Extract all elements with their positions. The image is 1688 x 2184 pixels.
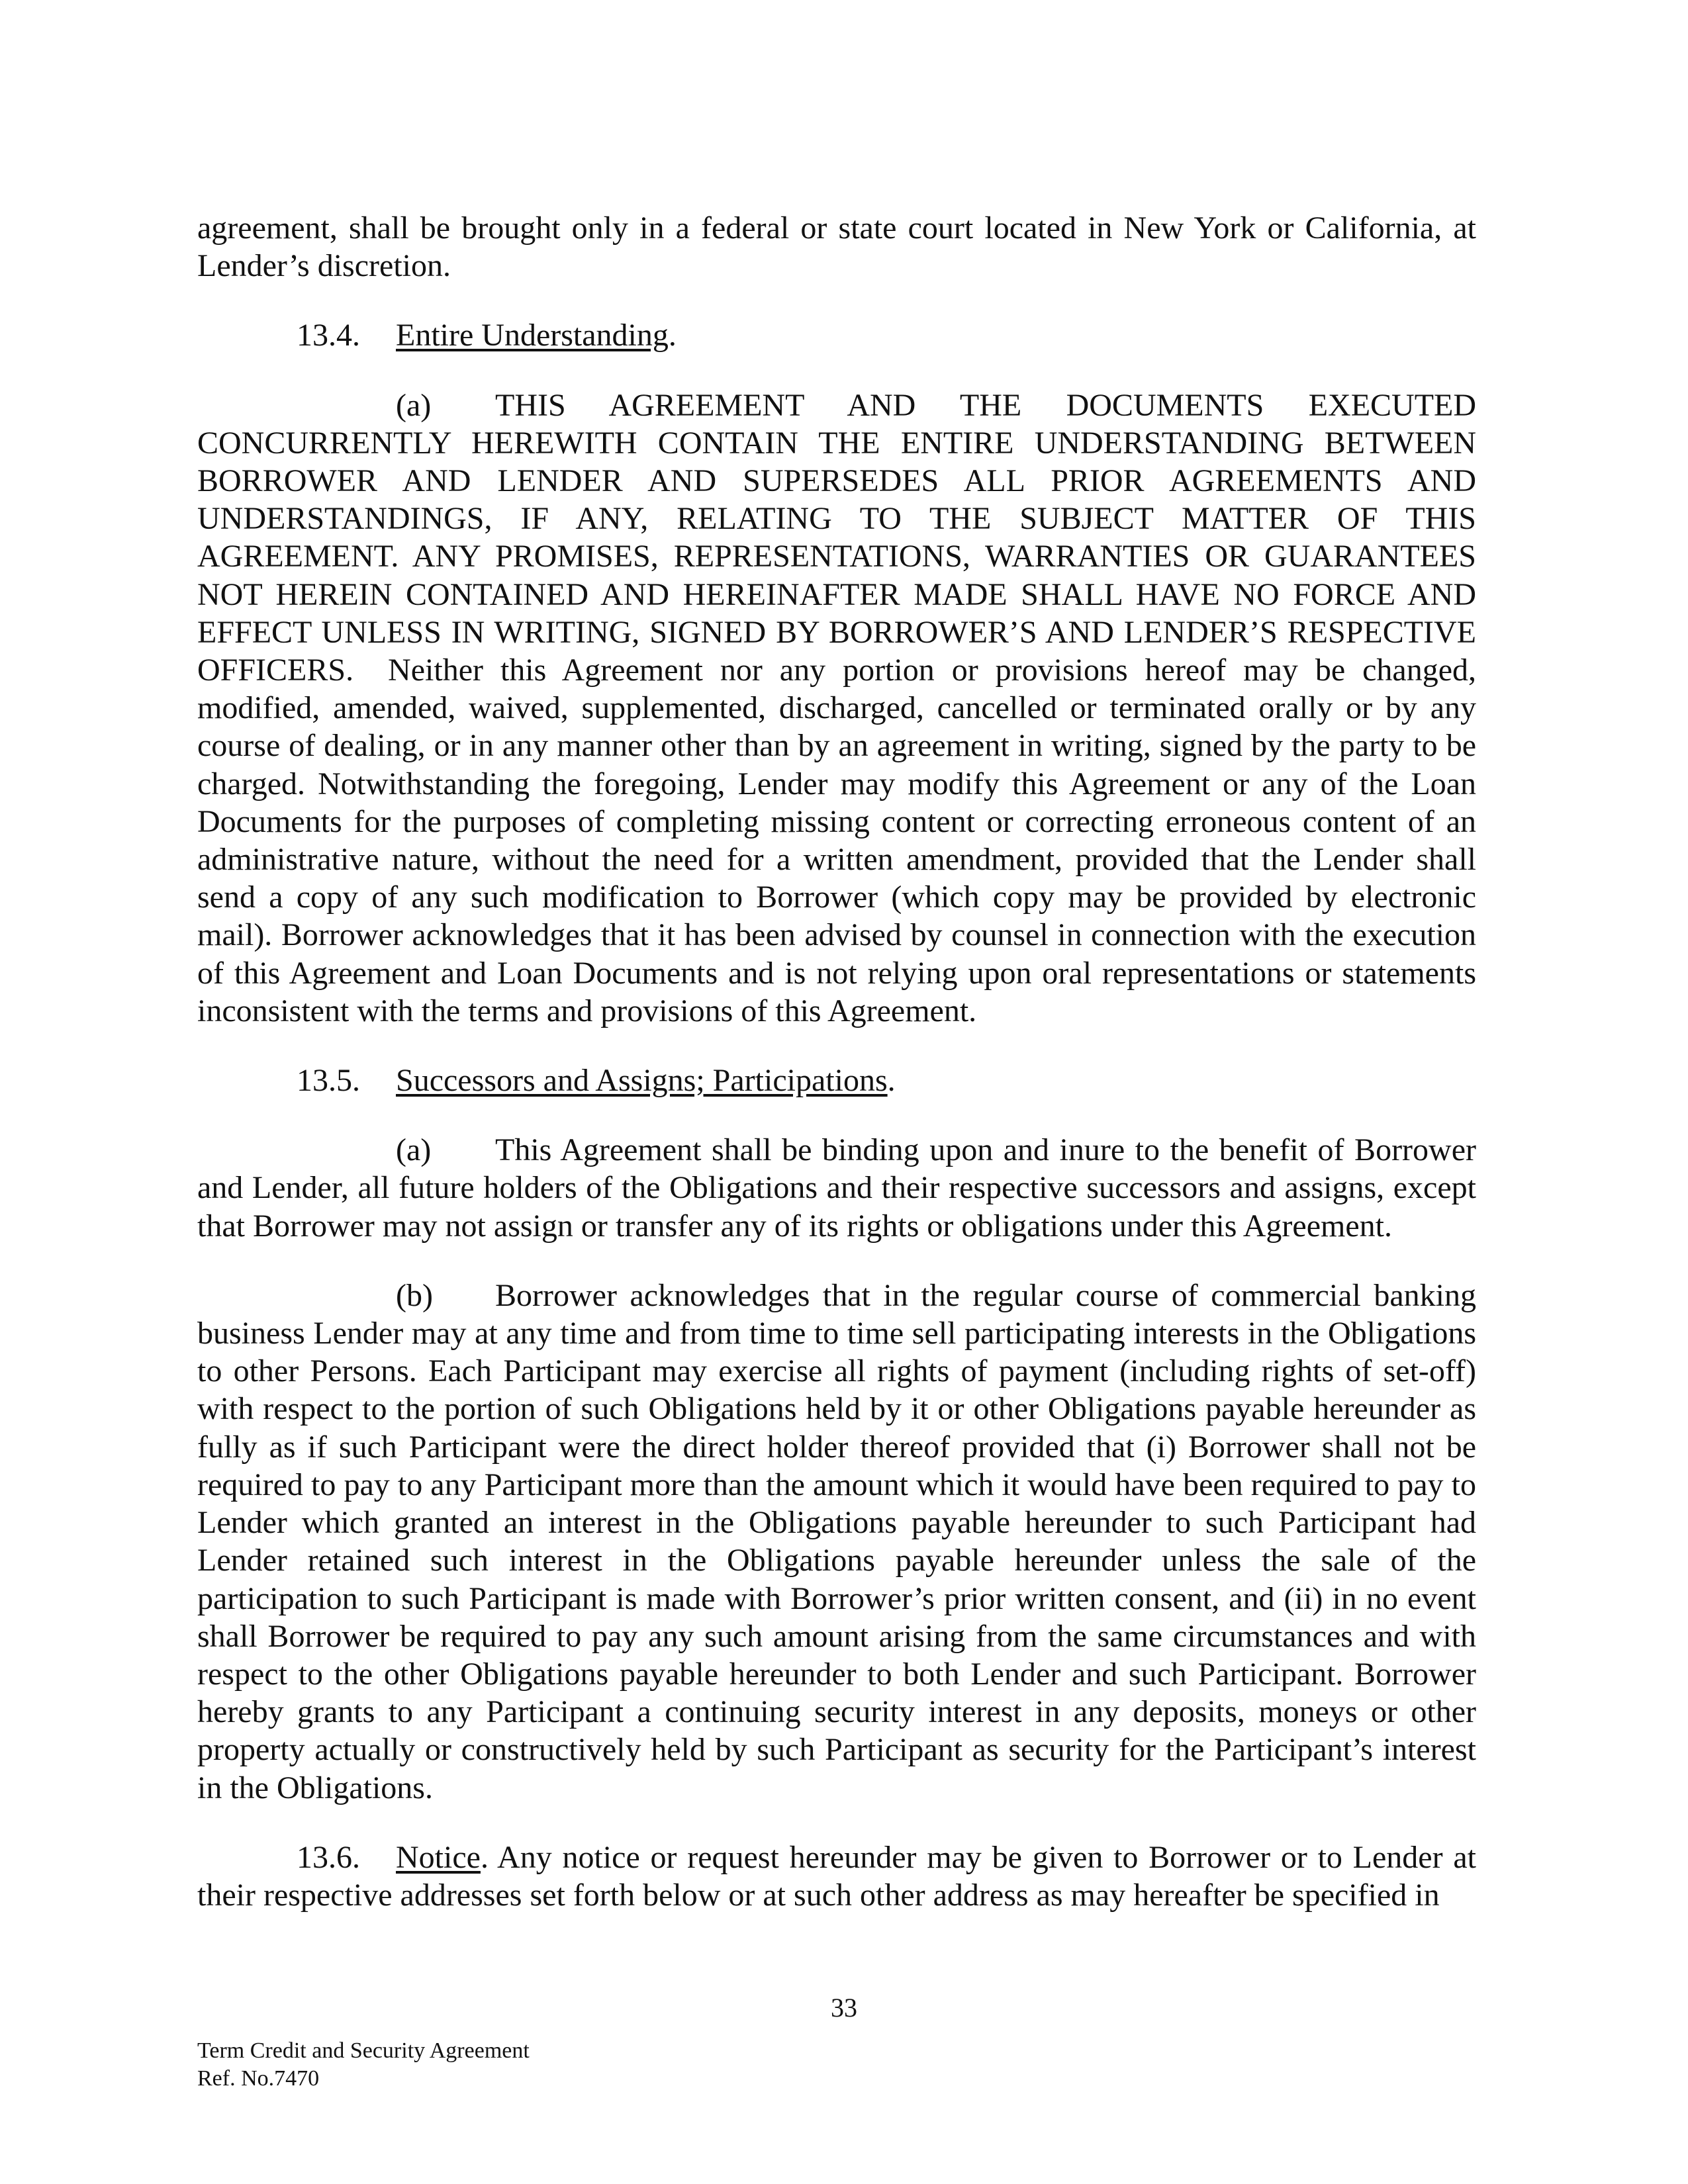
section-number: 13.6. (297, 1839, 360, 1875)
subsection-text: This Agreement shall be binding upon and inure to the benefit of Borrower and Lender, all future holders of the Obligations and their respective successors and assigns, except that Borrower may not assign or transfer any of its rights or obligations under this Agreement. (197, 1132, 1476, 1244)
subsection-text: Neither this Agreement nor any portion or provisions hereof may be changed, modified, amended, waived, supplemented, discharged, cancelled or terminated orally or by any course of dealing, or in any manner other than by an agreement in writing, signed by the party to be charged. Notwithstanding the foregoing, Lender may modify this Agreement or any of the Loan Documents for the purposes of completing missing content or correcting erroneous content of an administrative nature, without the need for a written amendment, provided that the Lender shall send a copy of any such modification to Borrower (which copy may be provided by electronic mail). Borrower acknowledges that it has been advised by counsel in connection with the execution of this Agreement and Loan Documents and is not relying upon oral representations or statements inconsistent with the terms and provisions of this Agreement. (197, 653, 1477, 1028)
section-13-4-a (197, 387, 1476, 1030)
section-13-4-heading (197, 316, 1476, 354)
page-number: 33 (831, 1993, 857, 2023)
section-title: Entire Understanding (396, 318, 669, 353)
section-number: 13.5. (297, 1063, 360, 1099)
section-title-punct: . (668, 318, 677, 353)
section-text: . Any notice or request hereunder may be given to Borrower or to Lender at their respective addresses set forth below or at such other address as may hereafter be specified in (197, 1839, 1476, 1913)
section-title: Notice (396, 1839, 481, 1875)
subsection-caps-text: THIS AGREEMENT AND THE DOCUMENTS EXECUTED CONCURRENTLY HEREWITH CONTAIN THE ENTIRE UNDERSTANDING BETWEEN BORROWER AND LENDER AND SUPERSEDES ALL PRIOR AGREEMENTS AND UNDERSTANDINGS, IF ANY, RELATING TO THE SUBJECT MATTER OF THIS AGREEMENT. ANY PROMISES, REPRESENTATIONS, WARRANTIES OR GUARANTEES NOT HEREIN CONTAINED AND HEREINAFTER MADE SHALL HAVE NO FORCE AND EFFECT UNLESS IN WRITING, SIGNED BY BORROWER’S AND LENDER’S RESPECTIVE OFFICERS. (197, 387, 1476, 688)
paragraph-continuation: agreement, shall be brought only in a federal or state court located in New York or California, at Lender’s discretion. (197, 210, 1476, 284)
document-body (197, 209, 1476, 1914)
page-footer (197, 2037, 530, 2093)
footer-reference-number: Ref. No.7470 (197, 2066, 320, 2091)
section-13-6 (197, 1839, 1476, 1914)
subsection-label: (b) (396, 1277, 433, 1313)
footer-document-title: Term Credit and Security Agreement (197, 2038, 530, 2063)
subsection-text: Borrower acknowledges that in the regular course of commercial banking business Lender may at any time and from time to time sell participating interests in the Obligations to other Persons. Each Participant may exercise all rights of payment (including rights of set-off) with respect to the portion of such Obligations held by it or other Obligations payable hereunder as fully as if such Participant were the direct holder thereof provided that (i) Borrower shall not be required to pay to any Participant more than the amount which it would have been required to pay to Lender which granted an interest in the Obligations payable hereunder to such Participant had Lender retained such interest in the Obligations payable hereunder unless the sale of the participation to such Participant is made with Borrower’s prior written consent, and (ii) in no event shall Borrower be required to pay any such amount arising from the same circumstances and with respect to the other Obligations payable hereunder to both Lender and such Participant. Borrower hereby grants to any Participant a continuing security interest in any deposits, moneys or other property actually or constructively held by such Participant as security for the Participant’s interest in the Obligations. (197, 1277, 1476, 1805)
section-title-punct: . (887, 1063, 896, 1099)
section-number: 13.4. (297, 318, 360, 353)
subsection-label: (a) (396, 387, 432, 423)
section-13-5-heading (197, 1062, 1476, 1099)
subsection-label: (a) (396, 1132, 432, 1168)
section-13-5-a (197, 1131, 1476, 1245)
section-13-5-b (197, 1277, 1476, 1807)
section-title: Successors and Assigns; Participations (396, 1063, 888, 1099)
